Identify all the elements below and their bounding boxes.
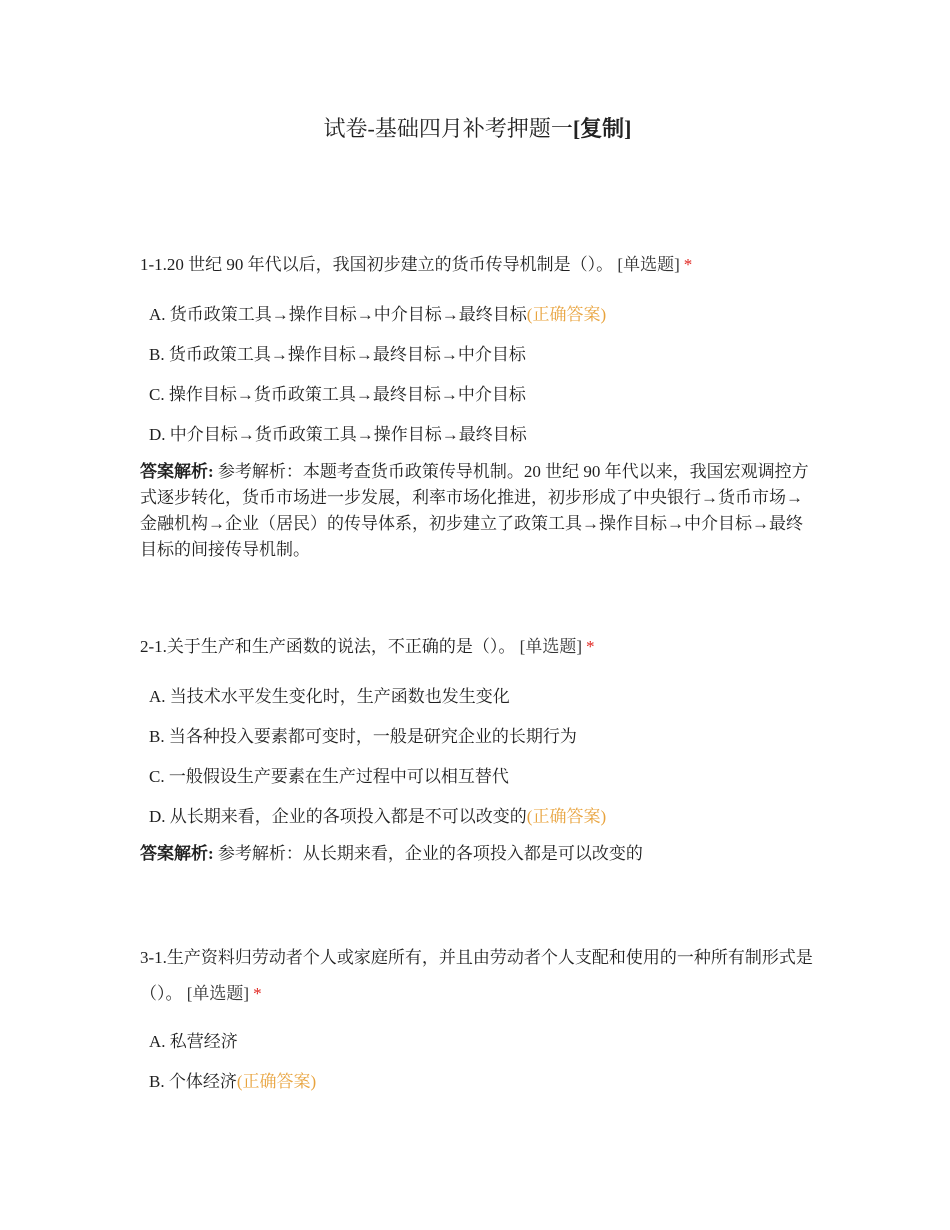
question-text: 2-1.关于生产和生产函数的说法，不正确的是（）。: [140, 637, 516, 656]
required-star: *: [253, 984, 262, 1003]
page-title: [140, 112, 815, 143]
options-list: [140, 295, 815, 455]
title-text: 试卷-基础四月补考押题一: [323, 116, 573, 141]
option-a[interactable]: [140, 1022, 815, 1062]
option-b[interactable]: [140, 1062, 815, 1102]
correct-answer-tag: (正确答案): [526, 807, 607, 826]
option-text: C. 一般假设生产要素在生产过程中可以相互替代: [149, 767, 509, 786]
question-type: [单选题]: [617, 255, 680, 274]
question-text: 1-1.20 世纪 90 年代以后，我国初步建立的货币传导机制是（）。: [140, 255, 614, 274]
options-list: [140, 1022, 815, 1102]
question-type: [单选题]: [186, 984, 250, 1003]
option-text: A. 私营经济: [149, 1032, 238, 1051]
question-stem: [140, 630, 815, 663]
question-1: [140, 248, 815, 563]
correct-answer-tag: (正确答案): [526, 305, 607, 324]
option-b[interactable]: [140, 335, 815, 375]
option-a[interactable]: [140, 677, 815, 717]
analysis-label: 答案解析:: [140, 844, 214, 863]
answer-analysis: [140, 459, 815, 563]
option-text: B. 货币政策工具→操作目标→最终目标→中介目标: [149, 345, 526, 364]
required-star: *: [586, 637, 595, 656]
analysis-text: 参考解析：本题考查货币政策传导机制。20 世纪 90 年代以来，我国宏观调控方式逐步转化，货币市场进一步发展，利率市场化推进，初步形成了中央银行→货币市场→金融机构→企业（居民）的传导体系，初步建立了政策工具→操作目标→中介目标→最终目标的间接传导机制。: [140, 462, 809, 559]
title-suffix: [复制]: [572, 116, 632, 141]
question-3: [140, 940, 815, 1102]
option-a[interactable]: [140, 295, 815, 335]
option-text: A. 货币政策工具→操作目标→中介目标→最终目标: [149, 305, 527, 324]
answer-analysis: [140, 841, 815, 867]
option-text: D. 中介目标→货币政策工具→操作目标→最终目标: [149, 425, 527, 444]
analysis-label: 答案解析:: [140, 462, 214, 481]
analysis-text: 参考解析：从长期来看，企业的各项投入都是可以改变的: [217, 844, 643, 863]
question-type: [单选题]: [519, 637, 582, 656]
option-text: C. 操作目标→货币政策工具→最终目标→中介目标: [149, 385, 526, 404]
option-c[interactable]: [140, 375, 815, 415]
option-text: A. 当技术水平发生变化时，生产函数也发生变化: [149, 687, 510, 706]
option-d[interactable]: [140, 415, 815, 455]
question-stem: [140, 248, 815, 281]
option-c[interactable]: [140, 757, 815, 797]
option-text: B. 个体经济: [149, 1072, 237, 1091]
question-text: 3-1.生产资料归劳动者个人或家庭所有，并且由劳动者个人支配和使用的一种所有制形式是（）。: [140, 948, 813, 1003]
options-list: [140, 677, 815, 837]
option-text: B. 当各种投入要素都可变时，一般是研究企业的长期行为: [149, 727, 577, 746]
question-2: [140, 630, 815, 867]
option-d[interactable]: [140, 797, 815, 837]
question-stem: [140, 940, 815, 1012]
correct-answer-tag: (正确答案): [236, 1072, 317, 1091]
option-text: D. 从长期来看，企业的各项投入都是不可以改变的: [149, 807, 527, 826]
option-b[interactable]: [140, 717, 815, 757]
required-star: *: [683, 255, 693, 274]
